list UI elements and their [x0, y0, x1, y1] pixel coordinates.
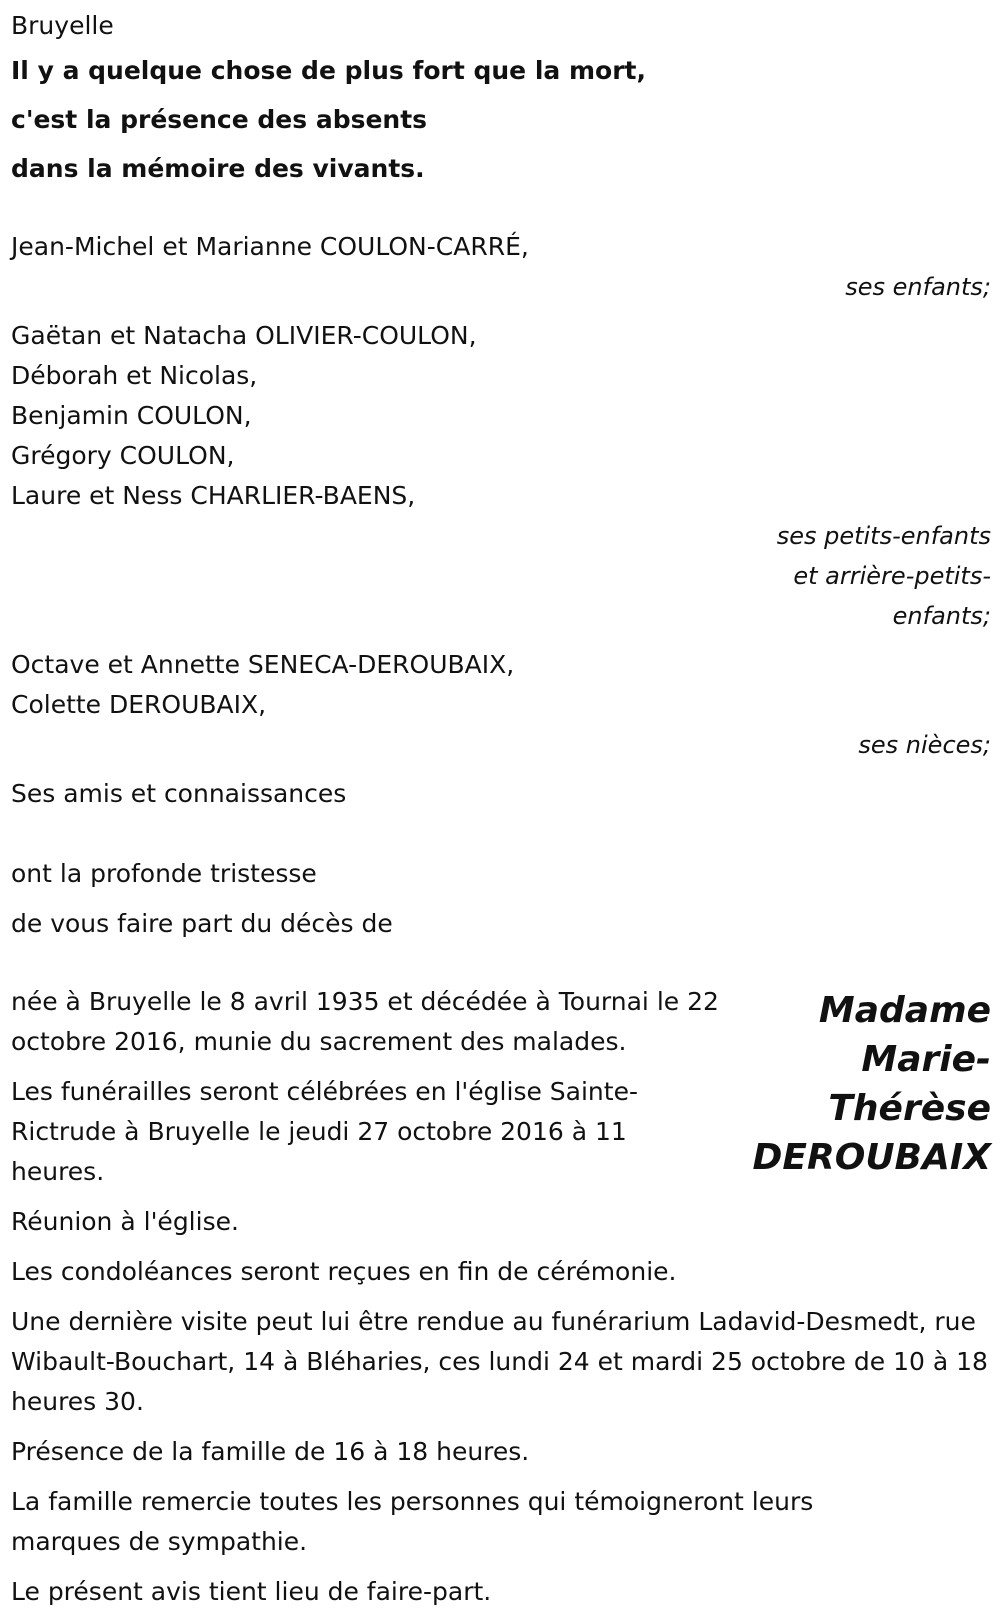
deceased-name-line: Thérèse [828, 1088, 991, 1129]
thanks-text: La famille remercie toutes les personnes qui témoigneront leurs marques de sympathie. [11, 1487, 814, 1556]
presence-text: Présence de la famille de 16 à 18 heures. [11, 1437, 530, 1466]
children-block [11, 227, 991, 307]
relation-label: et arrière-petits- [793, 562, 991, 590]
birth-death-text: née à Bruyelle le 8 avril 1935 et décédée à Tournai le 22 octobre 2016, munie du sacrement des malades. [11, 987, 719, 1056]
announcement-line: de vous faire part du décès de [11, 909, 393, 938]
family-name: Grégory COULON, [11, 441, 235, 470]
deceased-section [11, 982, 991, 1612]
friends-line: Ses amis et connaissances [11, 779, 347, 808]
memorial-quote [11, 46, 991, 193]
relation-label: enfants; [892, 602, 991, 630]
quote-line: c'est la présence des absents [11, 105, 428, 134]
notice-text: Le présent avis tient lieu de faire-part. [11, 1577, 492, 1606]
relation-label: ses petits-enfants [776, 522, 991, 550]
quote-line: Il y a quelque chose de plus fort que la mort, [11, 56, 646, 85]
deceased-name-line: Madame [818, 990, 991, 1031]
announcement-line: ont la profonde tristesse [11, 859, 317, 888]
nieces-block [11, 645, 991, 765]
family-name: Benjamin COULON, [11, 401, 252, 430]
family-name: Laure et Ness CHARLIER-BAENS, [11, 481, 416, 510]
family-name: Jean-Michel et Marianne COULON-CARRÉ, [11, 232, 529, 261]
family-name: Octave et Annette SENECA-DEROUBAIX, [11, 650, 515, 679]
quote-line: dans la mémoire des vivants. [11, 154, 425, 183]
family-name: Colette DEROUBAIX, [11, 690, 267, 719]
deceased-name-line: DEROUBAIX [752, 1137, 991, 1178]
deceased-name-line: Marie- [861, 1039, 991, 1080]
funeral-text: Les funérailles seront célébrées en l'église Sainte-Rictrude à Bruyelle le jeudi 27 octobre 2016 à 11 heures. [11, 1077, 638, 1186]
relation-label: ses nièces; [858, 731, 991, 759]
death-notice [11, 6, 991, 1612]
visit-text: Une dernière visite peut lui être rendue au funérarium Ladavid-Desmedt, rue Wibault-Bouchart, 14 à Bléharies, ces lundi 24 et mardi 25 octobre de 10 à 18 heures 30. [11, 1307, 988, 1416]
deceased-name [751, 986, 991, 1182]
family-name: Déborah et Nicolas, [11, 361, 258, 390]
meeting-text: Réunion à l'église. [11, 1207, 239, 1236]
condolences-text: Les condoléances seront reçues en fin de cérémonie. [11, 1257, 677, 1286]
grandchildren-block [11, 316, 991, 636]
relation-label: ses enfants; [845, 273, 991, 301]
place-heading: Bruyelle [11, 11, 114, 40]
family-name: Gaëtan et Natacha OLIVIER-COULON, [11, 321, 477, 350]
